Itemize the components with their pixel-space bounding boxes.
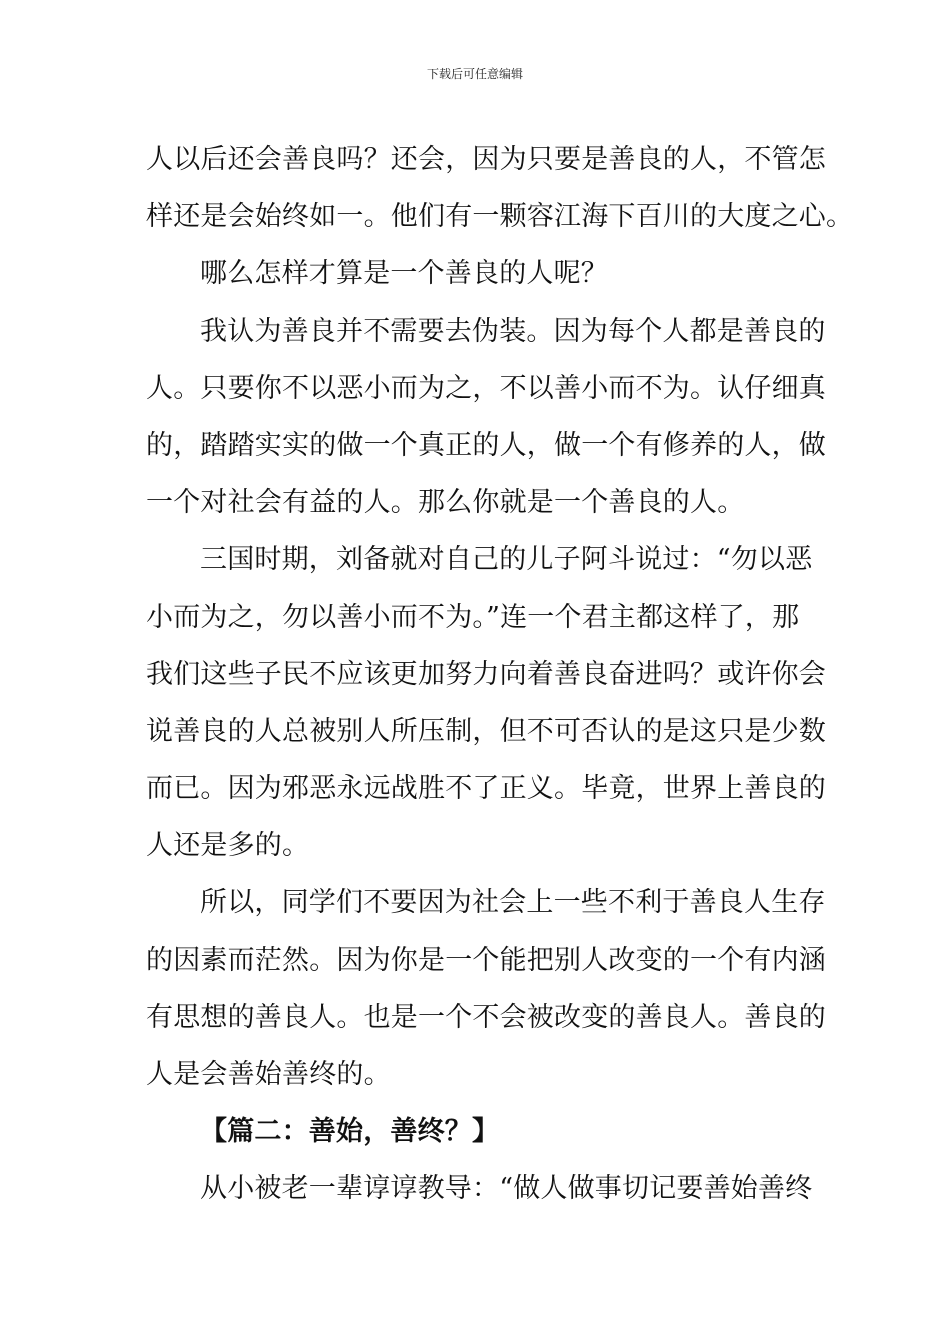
text-line: 一个对社会有益的人。那么你就是一个善良的人。 — [146, 487, 745, 519]
paragraph-start: 所以，同学们不要因为社会上一些不利于善良人生存 — [200, 887, 826, 919]
text-line: 人是会善始善终的。 — [146, 1059, 391, 1090]
paragraph-start: 我认为善良并不需要去伪装。因为每个人都是善良的 — [200, 315, 826, 347]
text-line: 的因素而茫然。因为你是一个能把别人改变的一个有内涵 — [146, 944, 826, 976]
text-line: 说善良的人总被别人所压制，但不可否认的是这只是少数 — [146, 715, 826, 747]
paragraph-start: 哪么怎样才算是一个善良的人呢？ — [200, 258, 608, 290]
paragraph-start: 三国时期，刘备就对自己的儿子阿斗说过：“勿以恶 — [200, 544, 813, 576]
text-line: 我们这些子民不应该更加努力向着善良奋进吗？或许你会 — [146, 658, 826, 690]
text-line: 人以后还会善良吗？还会，因为只要是善良的人，不管怎 — [146, 144, 826, 175]
text-line: 小而为之，勿以善小而不为。”连一个君主都这样了，那 — [146, 601, 800, 633]
text-line: 样还是会始终如一。他们有一颗容江海下百川的大度之心。 — [146, 201, 854, 233]
text-line: 而已。因为邪恶永远战胜不了正义。毕竟，世界上善良的 — [146, 773, 826, 805]
document-body — [146, 131, 854, 1218]
text-line: 人。只要你不以恶小而为之，不以善小而不为。认仔细真 — [146, 372, 826, 404]
section-heading: 【篇二：善始，善终？】 — [200, 1116, 500, 1148]
text-line: 有思想的善良人。也是一个不会被改变的善良人。善良的 — [146, 1001, 826, 1033]
text-line: 人还是多的。 — [146, 830, 310, 862]
page-header: 下载后可任意编辑 — [426, 67, 523, 81]
text-line: 的，踏踏实实的做一个真正的人，做一个有修养的人，做 — [146, 429, 826, 461]
paragraph-start: 从小被老一辈谆谆教导：“做人做事切记要善始善终 — [200, 1173, 813, 1205]
